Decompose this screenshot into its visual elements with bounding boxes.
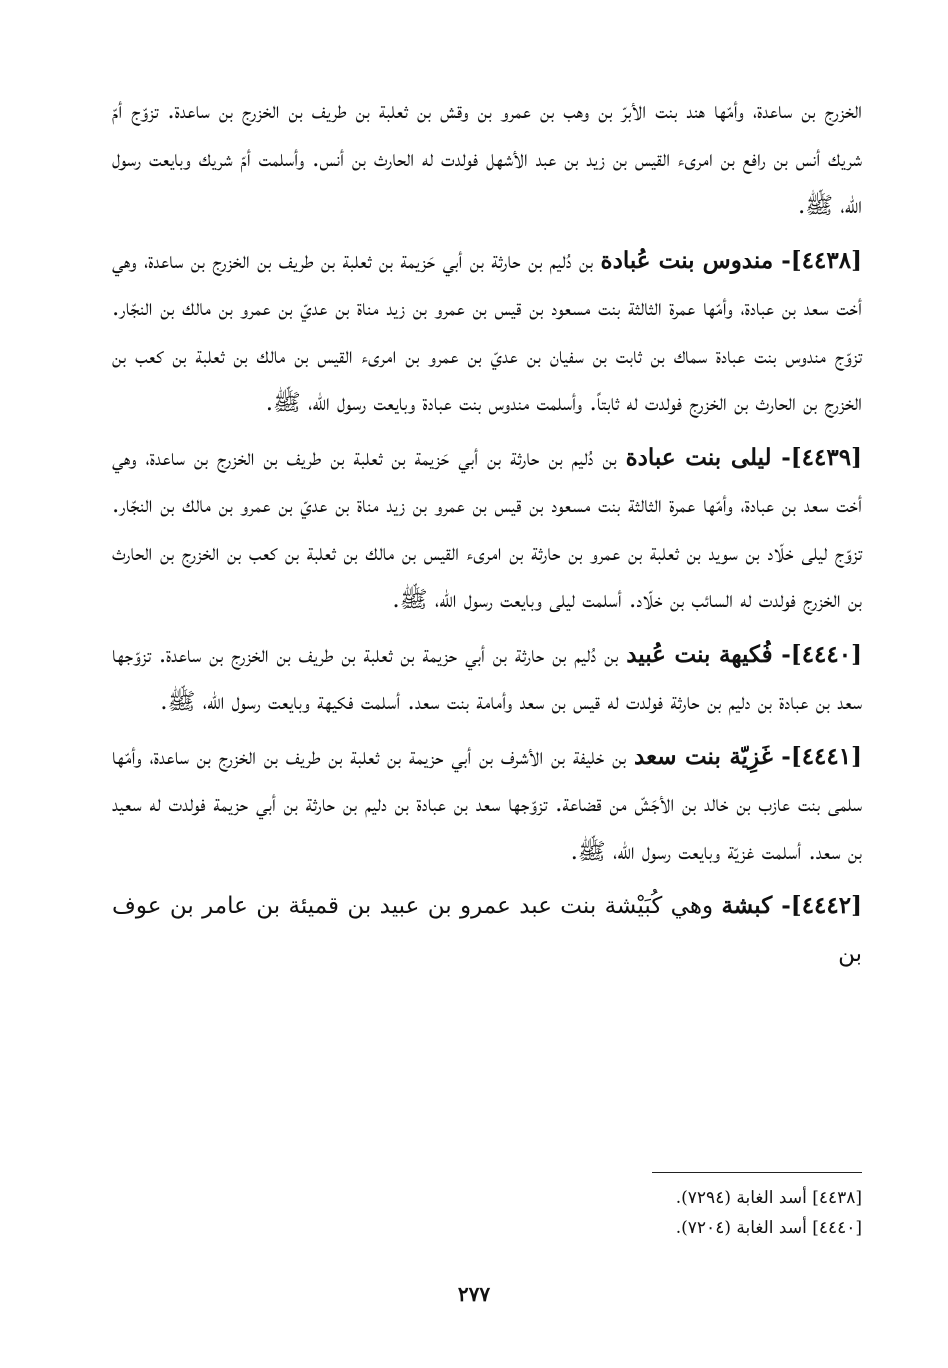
entry-4438	[112, 237, 862, 428]
entry-text: بن دُليم بن حارثة بن أبي حزيمة بن ثعلبة بن طريف بن الخزرج بن ساعدة. تزوّجها سعد بن عبادة بن دليم بن حارثة فولدت له قيس بن سعد وأمامة بنت سعد. أسلمت فكيهة وبايعت رسول الله، ﷺ.	[112, 641, 862, 715]
entry-name: - مندوس بنت عُبادة	[600, 246, 791, 274]
entry-number: [٤٤٣٩]	[790, 443, 862, 471]
entry-name: - كبشة	[721, 892, 791, 919]
page-number: ٢٧٧	[457, 1282, 491, 1306]
page-body	[112, 88, 862, 984]
entry-4439	[112, 434, 862, 625]
entry-number: [٤٤٣٨]	[790, 246, 862, 274]
entry-name: - ليلى بنت عبادة	[625, 443, 791, 471]
footnote: [٤٤٤٠] أسد الغابة (٧٢٠٤).	[675, 1218, 862, 1238]
footnote: [٤٤٣٨] أسد الغابة (٧٢٩٤).	[675, 1188, 862, 1208]
footnotes	[112, 1172, 862, 1243]
entry-4441	[112, 733, 862, 877]
entry-name: - غَزِيّة بنت سعد	[634, 742, 791, 770]
entry-text: وهي كُبَيْشة بنت عبد عمرو بن عبيد بن قميئة بن عامر بن عوف بن	[112, 893, 862, 967]
entry-text: بن خليفة بن الأشرف بن أبي حزيمة بن ثعلبة بن طريف بن الخزرج بن ساعدة، وأمّها سلمى بنت عازب بن خالد بن الأجَشّ من قضاعة. تزوّجها سعد بن عبادة بن دليم بن حارثة بن أبي حزيمة فولدت له سعيد بن سعد. أسلمت غزيّة وبايعت رسول الله، ﷺ.	[112, 743, 862, 865]
entry-4442	[112, 882, 862, 978]
entry-text: بن دُليم بن حارثة بن أبي حَزيمة بن ثعلبة بن طريف بن الخزرج بن ساعدة، وهي أخت سعد بن عبادة، وأمّها عمرة الثالثة بنت مسعود بن قيس بن عمرو بن زيد مناة بن عديّ بن عمرو بن مالك بن النجّار. تزوّج ليلى خلّاد بن سويد بن ثعلبة بن عمرو بن حارثة بن امرىء القيس بن مالك بن ثعلبة بن كعب بن الخزرج بن الحارث بن الخزرج فولدت له السائب بن خلّاد. أسلمت ليلى وبايعت رسول الله، ﷺ.	[112, 444, 862, 613]
intro-text: الخزرج بن ساعدة، وأمّها هند بنت الأبرّ بن وهب بن عمرو بن وقش بن ثعلبة بن طريف بن الخزرج بن ساعدة. تزوّج أمّ شريك أنس بن رافع بن امرىء القيس بن زيد بن عبد الأشهل فولدت له الحارث بن أنس. وأسلمت أمّ شريك وبايعت رسول الله، ﷺ.	[112, 98, 862, 219]
entry-name: - فُكيهة بنت عُبيد	[626, 640, 791, 668]
entry-number: [٤٤٤٠]	[790, 640, 862, 668]
entry-4440	[112, 631, 862, 727]
entry-text: بن دُليم بن حارثة بن أبي حَزيمة بن ثعلبة بن طريف بن الخزرج بن ساعدة، وهي أخت سعد بن عبادة، وأمّها عمرة الثالثة بنت مسعود بن قيس بن عمرو بن زيد مناة بن عديّ بن عمرو بن مالك بن النجّار. تزوّج مندوس بنت عبادة سماك بن ثابت بن سفيان بن عديّ بن عمرو بن امرىء القيس بن مالك بن ثعلبة بن كعب بن الخزرج بن الحارث بن الخزرج فولدت له ثابتاً. وأسلمت مندوس بنت عبادة وبايعت رسول الله، ﷺ.	[112, 247, 862, 416]
intro-paragraph	[112, 88, 862, 231]
footnote-divider	[652, 1172, 862, 1173]
entry-number: [٤٤٤٢]	[790, 892, 862, 919]
entry-number: [٤٤٤١]	[790, 742, 863, 770]
